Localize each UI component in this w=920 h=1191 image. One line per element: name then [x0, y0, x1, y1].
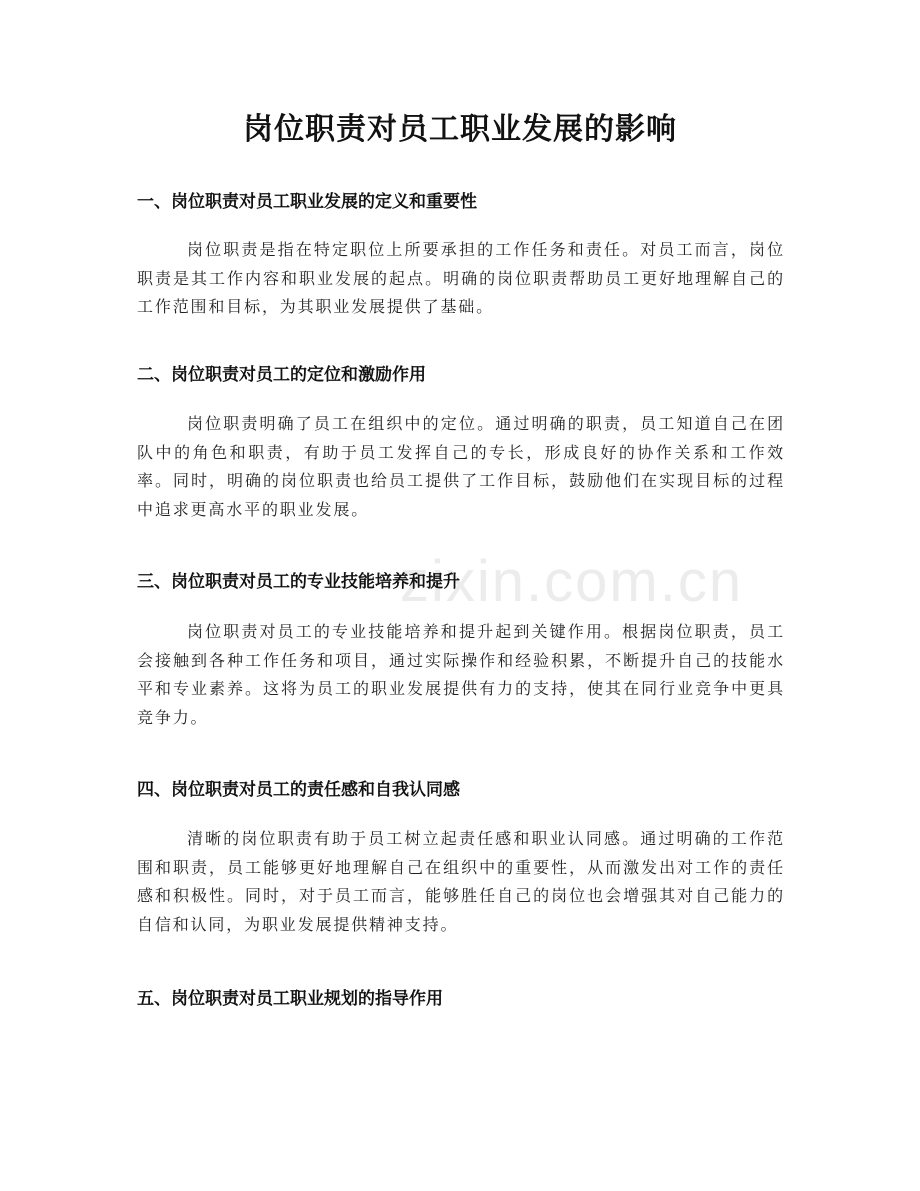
section-paragraph-2: 岗位职责明确了员工在组织中的定位。通过明确的职责，员工知道自己在团队中的角色和职责，有助于员工发挥自己的专长，形成良好的协作关系和工作效率。同时，明确的岗位职责也给员工提供了工作目标，鼓励他们在实现目标的过程中追求更高水平的职业发展。	[137, 414, 785, 519]
section-heading-4: 四、岗位职责对员工的责任感和自我认同感	[137, 780, 460, 800]
section-paragraph-3: 岗位职责对员工的专业技能培养和提升起到关键作用。根据岗位职责，员工会接触到各种工作任务和项目，通过实际操作和经验积累，不断提升自己的技能水平和专业素养。这将为员工的职业发展提供有力的支持，使其在同行业竞争中更具竞争力。	[137, 622, 785, 727]
watermark: zixin.com.cn	[400, 549, 744, 614]
section-paragraph-1: 岗位职责是指在特定职位上所要承担的工作任务和责任。对员工而言，岗位职责是其工作内容和职业发展的起点。明确的岗位职责帮助员工更好地理解自己的工作范围和目标，为其职业发展提供了基础。	[137, 240, 785, 317]
section-heading-1: 一、岗位职责对员工职业发展的定义和重要性	[137, 192, 477, 212]
section-paragraph-4: 清晰的岗位职责有助于员工树立起责任感和职业认同感。通过明确的工作范围和职责，员工能够更好地理解自己在组织中的重要性，从而激发出对工作的责任感和积极性。同时，对于员工而言，能够胜任自己的岗位也会增强其对自己能力的自信和认同，为职业发展提供精神支持。	[137, 829, 785, 934]
page-title: 岗位职责对员工职业发展的影响	[243, 112, 677, 147]
section-heading-3: 三、岗位职责对员工的专业技能培养和提升	[137, 572, 460, 592]
section-heading-2: 二、岗位职责对员工的定位和激励作用	[137, 365, 426, 385]
section-heading-5: 五、岗位职责对员工职业规划的指导作用	[137, 989, 443, 1009]
